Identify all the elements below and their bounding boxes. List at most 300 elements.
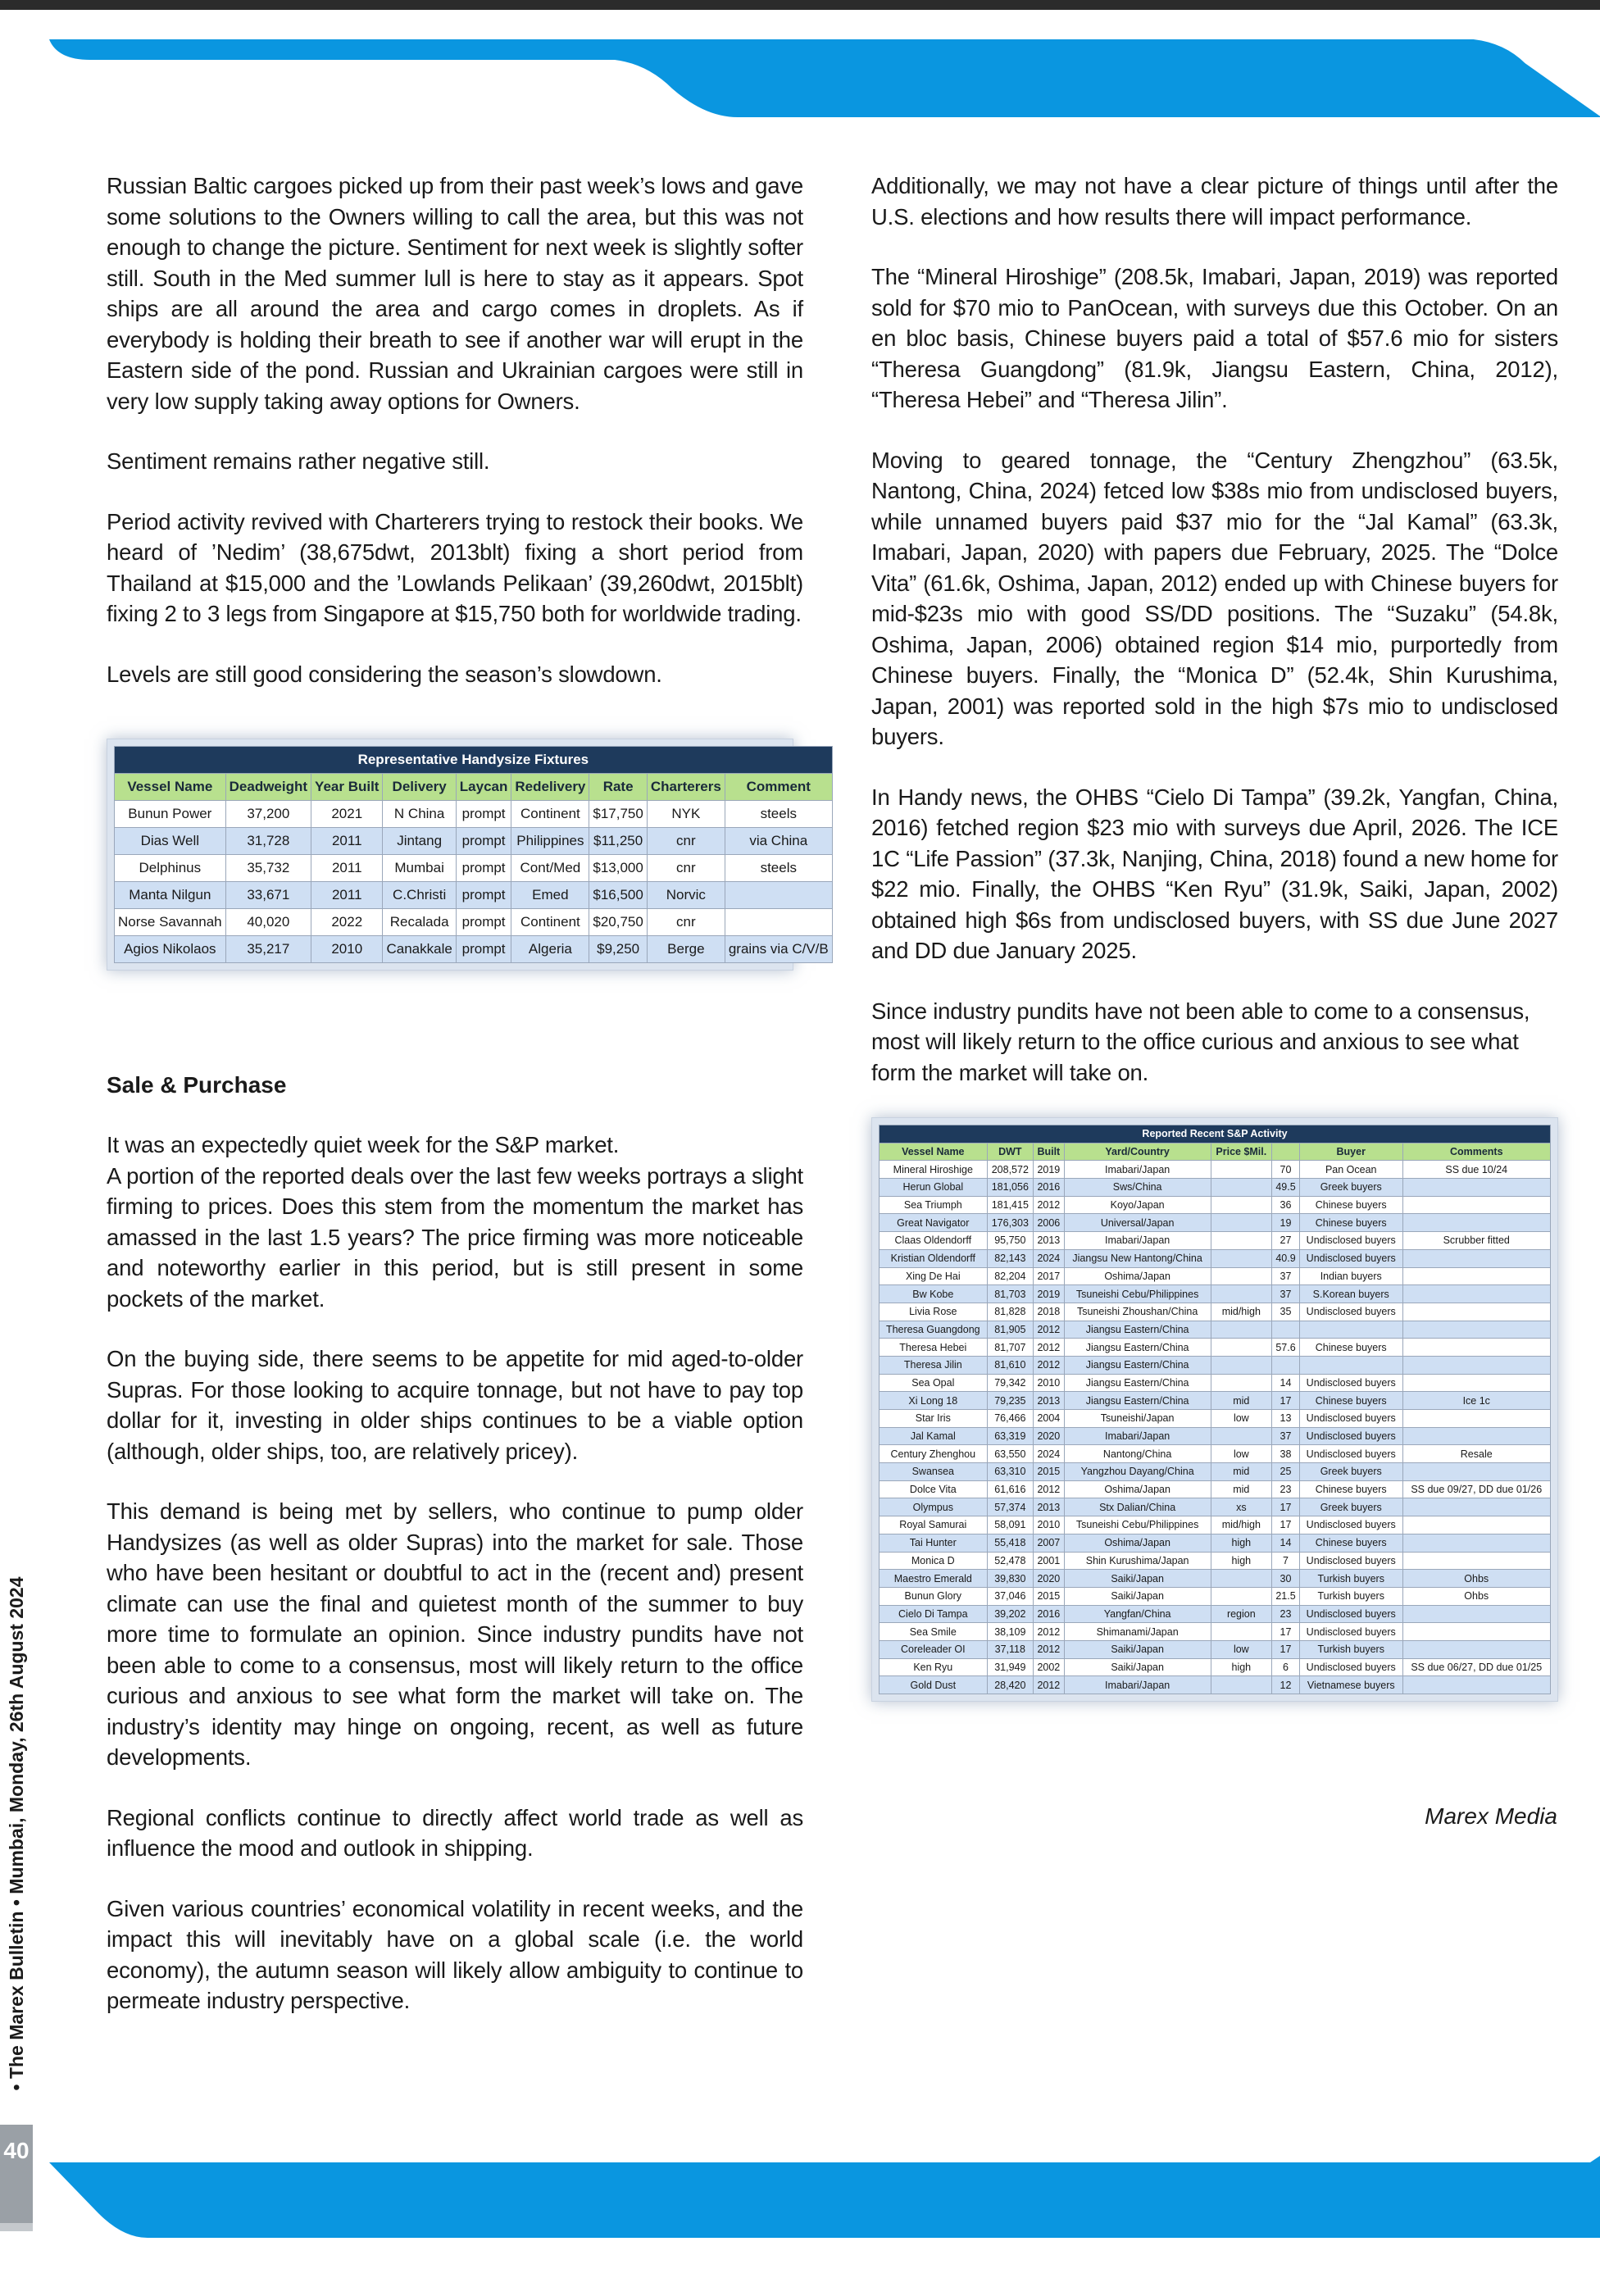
sp-table-cell: 25	[1272, 1463, 1300, 1481]
sp-table-cell: Tsuneishi Cebu/Philippines	[1064, 1285, 1211, 1303]
handysize-column-header: Vessel Name	[115, 774, 226, 801]
sp-table-row	[880, 1232, 1551, 1250]
handysize-table-title: Representative Handysize Fixtures	[115, 747, 833, 774]
handysize-table-cell: Norse Savannah	[115, 909, 226, 936]
sp-table-cell	[1211, 1161, 1271, 1179]
sp-table-cell: Coreleader OI	[880, 1640, 988, 1658]
sp-table-cell: Herun Global	[880, 1179, 988, 1197]
handysize-table-cell: Algeria	[511, 936, 589, 963]
handysize-table-cell: 2022	[311, 909, 383, 936]
sp-table-row	[880, 1285, 1551, 1303]
sp-paragraph-6: Given various countries’ economical volatility in recent weeks, and the impact this will inevitably have on a global scale (i.e. the world economy), the autumn season will likely allow ambiguity to continue to permeate industry perspective.	[107, 1895, 803, 2013]
sp-table-cell: Tsuneishi/Japan	[1064, 1410, 1211, 1428]
sp-table-cell: 70	[1272, 1161, 1300, 1179]
handysize-table-cell: Continent	[511, 909, 589, 936]
sp-table-cell: 81,905	[987, 1321, 1033, 1339]
sp-table-cell: high	[1211, 1552, 1271, 1570]
sp-table-cell: mid	[1211, 1392, 1271, 1410]
sp-table-row	[880, 1552, 1551, 1570]
sp-table-cell: Jal Kamal	[880, 1427, 988, 1445]
sp-table-cell: Indian buyers	[1299, 1267, 1402, 1285]
sp-table-cell: mid	[1211, 1480, 1271, 1498]
sp-table-cell: 2015	[1034, 1463, 1065, 1481]
sp-table-cell: low	[1211, 1640, 1271, 1658]
handysize-table-cell: 37,200	[225, 801, 311, 828]
sp-table-cell: Theresa Guangdong	[880, 1321, 988, 1339]
sp-table-cell: 57.6	[1272, 1339, 1300, 1357]
sp-table-row	[880, 1658, 1551, 1676]
sp-table-cell	[1211, 1249, 1271, 1267]
sp-table-cell: Ohbs	[1402, 1570, 1551, 1588]
sp-table-cell: Star Iris	[880, 1410, 988, 1428]
sp-table-cell: Mineral Hiroshige	[880, 1161, 988, 1179]
sp-table-cell: 2015	[1034, 1587, 1065, 1605]
dry-bulk-paragraph-2: Sentiment remains rather negative still.	[107, 448, 490, 474]
sp-table-cell: Tsuneishi Zhoushan/China	[1064, 1303, 1211, 1321]
sp-table-cell: 63,319	[987, 1427, 1033, 1445]
handysize-table-cell: Philippines	[511, 828, 589, 855]
sp-table-cell: Turkish buyers	[1299, 1587, 1402, 1605]
handysize-table-cell: Bunun Power	[115, 801, 226, 828]
sp-table-cell: 2010	[1034, 1516, 1065, 1534]
sp-table-cell: 52,478	[987, 1552, 1033, 1570]
sp-table-cell: low	[1211, 1445, 1271, 1463]
sp-table-cell: Jiangsu Eastern/China	[1064, 1356, 1211, 1374]
sp-table-cell: 63,310	[987, 1463, 1033, 1481]
sp-table-cell	[1402, 1516, 1551, 1534]
handysize-table-cell: Delphinus	[115, 855, 226, 882]
sp-table-cell: Chinese buyers	[1299, 1480, 1402, 1498]
sp-table-cell	[1211, 1321, 1271, 1339]
handysize-table-cell: N China	[383, 801, 456, 828]
sp-table-cell: Undisclosed buyers	[1299, 1445, 1402, 1463]
sp-table-cell: 2012	[1034, 1356, 1065, 1374]
sp-table-cell: Monica D	[880, 1552, 988, 1570]
sp-paragraph-4: This demand is being met by sellers, who continue to pump older Handysizes (as well as older Supras) into the market for sale. Those who have been hesitant or doubtful to act in the (recent and) present climate can use the final and quietest month of the summer to buy more time to formulate an opinion. Since industry pundits have not been able to come to a consensus, most will likely return to the office curious and anxious to see what form the market will take on. The industry’s identity may hinge on ongoing, recent, as well as future developments.	[107, 1498, 803, 1770]
sp-table-cell	[1402, 1196, 1551, 1214]
sp-table-cell	[1402, 1676, 1551, 1694]
left-column	[107, 170, 829, 2046]
handysize-table-cell: prompt	[456, 909, 511, 936]
sp-table-cell: Oshima/Japan	[1064, 1267, 1211, 1285]
sp-table-row	[880, 1249, 1551, 1267]
handysize-table-cell: $16,500	[589, 882, 647, 909]
sp-paragraph-1: It was an expectedly quiet week for the S&P market.	[107, 1132, 620, 1157]
handysize-table-cell: Norvic	[647, 882, 725, 909]
sp-table-row	[880, 1321, 1551, 1339]
handysize-table-cell: Continent	[511, 801, 589, 828]
sp-table-row	[880, 1480, 1551, 1498]
handysize-table-cell: Berge	[647, 936, 725, 963]
sp-table-cell: Theresa Jilin	[880, 1356, 988, 1374]
sp-table-cell: Maestro Emerald	[880, 1570, 988, 1588]
handysize-table-cell: steels	[725, 855, 832, 882]
sp-table-cell	[1211, 1267, 1271, 1285]
sp-table-cell: 17	[1272, 1498, 1300, 1516]
sp-table-cell: 2001	[1034, 1552, 1065, 1570]
sp-column-header: Yard/Country	[1064, 1143, 1211, 1161]
sp-right-paragraph-4: In Handy news, the OHBS “Cielo Di Tampa” (39.2k, Yangfan, China, 2016) fetched region $23 mio with surveys due April, 2026. The ICE 1C “Life Passion” (37.3k, Nanjing, China, 2018) found a new home for $22 mio. Finally, the OHBS “Ken Ryu” (31.9k, Saiki, Japan, 2002) obtained high $6s from undisclosed buyers, with SS due June 2027 and DD due January 2025.	[871, 784, 1558, 963]
sp-table-cell: 181,056	[987, 1179, 1033, 1197]
handysize-table-cell: Canakkale	[383, 936, 456, 963]
sp-table-cell	[1272, 1356, 1300, 1374]
sp-table-row	[880, 1445, 1551, 1463]
sp-table-cell: 31,949	[987, 1658, 1033, 1676]
sp-table-cell: Cielo Di Tampa	[880, 1605, 988, 1623]
sp-table-cell: Oshima/Japan	[1064, 1534, 1211, 1552]
sp-table-cell: 2016	[1034, 1179, 1065, 1197]
sp-table-cell	[1402, 1285, 1551, 1303]
handysize-column-header: Laycan	[456, 774, 511, 801]
sp-right-paragraph-3: Moving to geared tonnage, the “Century Zhengzhou” (63.5k, Nantong, China, 2024) fetced low $38s mio from undisclosed buyers, while unnamed buyers paid $37 mio for the “Jal Kamal” (63.3k, Imabari, Japan, 2020) with papers due February, 2025. The “Dolce Vita” (61.6k, Oshima, Japan, 2012) ended up with Chinese buyers for mid-$23s mio with good SS/DD positions. The “Suzaku” (54.8k, Oshima, Japan, 2006) obtained region $14 mio, purportedly from Chinese buyers. Finally, the “Monica D” (52.4k, Shin Kurushima, Japan, 2001) was reported sold in the high $7s mio to undisclosed buyers.	[871, 447, 1558, 749]
sp-table-row	[880, 1427, 1551, 1445]
sp-table-row	[880, 1676, 1551, 1694]
sp-table-cell: Bw Kobe	[880, 1285, 988, 1303]
sp-table-cell: Shimanami/Japan	[1064, 1623, 1211, 1641]
sp-table-cell: Greek buyers	[1299, 1498, 1402, 1516]
sp-table-cell	[1402, 1623, 1551, 1641]
sp-table-cell: Great Navigator	[880, 1214, 988, 1232]
sp-table-cell: 2013	[1034, 1392, 1065, 1410]
sp-table-cell: Tai Hunter	[880, 1534, 988, 1552]
sp-table-cell	[1402, 1498, 1551, 1516]
handysize-table-cell: prompt	[456, 828, 511, 855]
sp-table-cell: 2019	[1034, 1285, 1065, 1303]
sp-table-cell: Bunun Glory	[880, 1587, 988, 1605]
handysize-table-cell: grains via C/V/B	[725, 936, 832, 963]
sp-table-cell: 81,707	[987, 1339, 1033, 1357]
sp-table-cell: 55,418	[987, 1534, 1033, 1552]
sp-activity-table	[871, 1117, 1558, 1702]
sp-table-cell	[1402, 1605, 1551, 1623]
sp-table-cell: Undisclosed buyers	[1299, 1552, 1402, 1570]
sp-table-cell	[1402, 1552, 1551, 1570]
handysize-table-row	[115, 882, 833, 909]
sp-table-cell: 37,118	[987, 1640, 1033, 1658]
handysize-table-row	[115, 936, 833, 963]
sp-table-cell: 39,830	[987, 1570, 1033, 1588]
handysize-column-header: Year Built	[311, 774, 383, 801]
sp-table-cell	[1402, 1249, 1551, 1267]
sp-table-cell: Ice 1c	[1402, 1392, 1551, 1410]
sp-table-cell: 81,610	[987, 1356, 1033, 1374]
sp-table-cell: xs	[1211, 1498, 1271, 1516]
sp-table-cell: mid	[1211, 1463, 1271, 1481]
handysize-table-cell: Cont/Med	[511, 855, 589, 882]
sp-table-cell: 2020	[1034, 1570, 1065, 1588]
credit-line: Marex Media	[1425, 1803, 1557, 1829]
sp-table-row	[880, 1640, 1551, 1658]
sp-table-row	[880, 1498, 1551, 1516]
handysize-table-cell: 35,732	[225, 855, 311, 882]
handysize-table-cell	[725, 909, 832, 936]
sp-table-cell: 17	[1272, 1516, 1300, 1534]
sp-table-cell: 39,202	[987, 1605, 1033, 1623]
sp-column-header	[1272, 1143, 1300, 1161]
handysize-table-cell: $11,250	[589, 828, 647, 855]
sp-table-cell: Resale	[1402, 1445, 1551, 1463]
sp-table-cell	[1211, 1570, 1271, 1588]
sp-table-cell: Undisclosed buyers	[1299, 1427, 1402, 1445]
handysize-table-cell: $20,750	[589, 909, 647, 936]
sp-table-cell: 17	[1272, 1392, 1300, 1410]
sp-table-cell	[1402, 1303, 1551, 1321]
sp-table-cell	[1211, 1676, 1271, 1694]
sp-table-cell: 2024	[1034, 1445, 1065, 1463]
handysize-table-cell: cnr	[647, 828, 725, 855]
sp-table-cell: 2010	[1034, 1374, 1065, 1392]
handysize-column-header: Charterers	[647, 774, 725, 801]
sp-table-cell: 2012	[1034, 1480, 1065, 1498]
sp-table-cell	[1402, 1640, 1551, 1658]
sp-table-cell: 37	[1272, 1427, 1300, 1445]
sp-table-cell	[1211, 1339, 1271, 1357]
sp-table-row	[880, 1179, 1551, 1197]
sp-table-cell	[1211, 1623, 1271, 1641]
sp-table-cell: 2017	[1034, 1267, 1065, 1285]
sp-table-cell: Yangzhou Dayang/China	[1064, 1463, 1211, 1481]
handysize-table-cell: 40,020	[225, 909, 311, 936]
sp-right-paragraph-1: Additionally, we may not have a clear picture of things until after the U.S. elections and how results there will impact performance.	[871, 173, 1558, 230]
sp-table-cell: 27	[1272, 1232, 1300, 1250]
sp-table-cell: Chinese buyers	[1299, 1214, 1402, 1232]
sp-table-cell: 2002	[1034, 1658, 1065, 1676]
bottom-blue-wave	[0, 2156, 1600, 2238]
sp-table-row	[880, 1587, 1551, 1605]
sp-table-cell: 81,703	[987, 1285, 1033, 1303]
sp-table-cell: Swansea	[880, 1463, 988, 1481]
sp-table-cell: 2024	[1034, 1249, 1065, 1267]
sp-table-cell: Greek buyers	[1299, 1463, 1402, 1481]
sp-table-cell: Chinese buyers	[1299, 1392, 1402, 1410]
sp-table-cell: 61,616	[987, 1480, 1033, 1498]
handysize-column-header: Redelivery	[511, 774, 589, 801]
sidebar-publication-text: • The Marex Bulletin • Mumbai, Monday, 26th August 2024	[6, 1576, 27, 2091]
sp-table-cell	[1402, 1267, 1551, 1285]
sp-column-header: Price $Mil.	[1211, 1143, 1271, 1161]
sp-table-cell: 37	[1272, 1285, 1300, 1303]
handysize-table-row	[115, 855, 833, 882]
sp-table-cell: 17	[1272, 1623, 1300, 1641]
handysize-table-cell: 2011	[311, 882, 383, 909]
sp-table-cell: 19	[1272, 1214, 1300, 1232]
sp-table-cell: 14	[1272, 1534, 1300, 1552]
handysize-table-cell: C.Christi	[383, 882, 456, 909]
handysize-column-header: Delivery	[383, 774, 456, 801]
handysize-table-cell: Manta Nilgun	[115, 882, 226, 909]
sp-right-paragraph-5: Since industry pundits have not been able to come to a consensus, most will likely return to the office curious and anxious to see what form the market will take on.	[871, 998, 1530, 1085]
sale-purchase-heading: Sale & Purchase	[107, 1072, 287, 1098]
sp-table-cell: 2007	[1034, 1534, 1065, 1552]
sp-table-cell: 30	[1272, 1570, 1300, 1588]
sp-table-cell: Universal/Japan	[1064, 1214, 1211, 1232]
dry-bulk-paragraph-1: Russian Baltic cargoes picked up from their past week’s lows and gave some solutions to the Owners willing to call the area, but this was not enough to change the picture. Sentiment for next week is slightly softer still. South in the Med summer lull is here to stay as it appears. Spot ships are all around the area and cargo comes in droplets. As if everybody is holding their breath to see if another war will erupt in the Eastern side of the pond. Russian and Ukrainian cargoes were still in very low supply taking away options for Owners.	[107, 173, 803, 414]
sp-table-row	[880, 1356, 1551, 1374]
sp-table-cell: 2016	[1034, 1605, 1065, 1623]
sp-table-cell: Undisclosed buyers	[1299, 1516, 1402, 1534]
sp-table-cell: Greek buyers	[1299, 1179, 1402, 1197]
sp-table-cell: Pan Ocean	[1299, 1161, 1402, 1179]
sp-table-row	[880, 1214, 1551, 1232]
sp-table-cell: 23	[1272, 1605, 1300, 1623]
sp-table-cell: Undisclosed buyers	[1299, 1410, 1402, 1428]
sp-table-cell: Jiangsu Eastern/China	[1064, 1392, 1211, 1410]
page-tab-footer	[0, 2223, 33, 2231]
sp-table-row	[880, 1605, 1551, 1623]
sp-table-row	[880, 1463, 1551, 1481]
sp-table-cell: Oshima/Japan	[1064, 1480, 1211, 1498]
sp-table-cell	[1211, 1356, 1271, 1374]
sp-table-cell	[1402, 1356, 1551, 1374]
handysize-table-cell: Emed	[511, 882, 589, 909]
sp-table-cell	[1211, 1587, 1271, 1605]
sp-table-cell: Shin Kurushima/Japan	[1064, 1552, 1211, 1570]
sp-table-cell: 13	[1272, 1410, 1300, 1428]
handysize-table-cell: NYK	[647, 801, 725, 828]
sp-table-row	[880, 1392, 1551, 1410]
right-column	[871, 170, 1558, 1702]
top-blue-wave	[0, 39, 1600, 117]
handysize-table-cell: via China	[725, 828, 832, 855]
handysize-table-cell: $17,750	[589, 801, 647, 828]
sp-table-cell: SS due 09/27, DD due 01/26	[1402, 1480, 1551, 1498]
sp-table-cell: 7	[1272, 1552, 1300, 1570]
sp-table-cell: Sea Opal	[880, 1374, 988, 1392]
sp-table-cell: 63,550	[987, 1445, 1033, 1463]
sp-table-cell: 2012	[1034, 1321, 1065, 1339]
sp-table-row	[880, 1410, 1551, 1428]
sp-table-row	[880, 1267, 1551, 1285]
sp-column-header: Vessel Name	[880, 1143, 988, 1161]
sp-table-cell	[1402, 1427, 1551, 1445]
sp-table-cell	[1299, 1356, 1402, 1374]
sp-table-cell: Yangfan/China	[1064, 1605, 1211, 1623]
sp-table-cell: Undisclosed buyers	[1299, 1374, 1402, 1392]
sp-table-cell	[1211, 1285, 1271, 1303]
handysize-table-cell: prompt	[456, 936, 511, 963]
sp-table-cell	[1402, 1321, 1551, 1339]
sp-table-cell: 95,750	[987, 1232, 1033, 1250]
sp-right-paragraph-2: The “Mineral Hiroshige” (208.5k, Imabari, Japan, 2019) was reported sold for $70 mio to PanOcean, with surveys due this October. On an en bloc basis, Chinese buyers paid a total of $57.6 mio for sisters “Theresa Guangdong” (81.9k, Jiangsu Eastern, China, 2012), “Theresa Hebei” and “Theresa Jilin”.	[871, 264, 1558, 412]
handysize-column-header: Deadweight	[225, 774, 311, 801]
sp-table-cell: 37,046	[987, 1587, 1033, 1605]
sp-table-cell: 12	[1272, 1676, 1300, 1694]
sp-table-cell: Jiangsu Eastern/China	[1064, 1321, 1211, 1339]
handysize-table-cell: 31,728	[225, 828, 311, 855]
sp-table-cell: Undisclosed buyers	[1299, 1303, 1402, 1321]
sp-table-cell: 38	[1272, 1445, 1300, 1463]
sp-table-cell: 2018	[1034, 1303, 1065, 1321]
sp-paragraph-5: Regional conflicts continue to directly affect world trade as well as influence the mood and outlook in shipping.	[107, 1804, 803, 1861]
sp-table-cell: Theresa Hebei	[880, 1339, 988, 1357]
sp-table-cell: Saiki/Japan	[1064, 1658, 1211, 1676]
sp-table-row	[880, 1570, 1551, 1588]
sp-table-cell: Imabari/Japan	[1064, 1676, 1211, 1694]
handysize-table-cell	[725, 882, 832, 909]
handysize-table-cell: 33,671	[225, 882, 311, 909]
sp-table-cell	[1402, 1339, 1551, 1357]
sp-table-cell: high	[1211, 1658, 1271, 1676]
sp-table-cell: Saiki/Japan	[1064, 1587, 1211, 1605]
sp-table-cell: Sws/China	[1064, 1179, 1211, 1197]
sp-table-cell: Koyo/Japan	[1064, 1196, 1211, 1214]
sp-table-cell: Chinese buyers	[1299, 1196, 1402, 1214]
handysize-table-cell: $9,250	[589, 936, 647, 963]
handysize-table-cell: Recalada	[383, 909, 456, 936]
handysize-table-cell: prompt	[456, 801, 511, 828]
sp-table-cell: 17	[1272, 1640, 1300, 1658]
sp-table-cell: Chinese buyers	[1299, 1534, 1402, 1552]
sp-table-cell: SS due 10/24	[1402, 1161, 1551, 1179]
sp-table-cell: Nantong/China	[1064, 1445, 1211, 1463]
sp-table-cell	[1402, 1179, 1551, 1197]
sp-table-cell	[1402, 1463, 1551, 1481]
sp-table-cell: mid/high	[1211, 1303, 1271, 1321]
sp-column-header: Built	[1034, 1143, 1065, 1161]
sp-table-cell	[1402, 1214, 1551, 1232]
handysize-table-cell: steels	[725, 801, 832, 828]
sidebar	[0, 1492, 33, 2230]
sp-table-cell: Claas Oldendorff	[880, 1232, 988, 1250]
handysize-table-cell: 2011	[311, 855, 383, 882]
sp-table-row	[880, 1516, 1551, 1534]
sp-column-header: DWT	[987, 1143, 1033, 1161]
handysize-table-cell: $13,000	[589, 855, 647, 882]
handysize-table-row	[115, 909, 833, 936]
sp-table-cell: 14	[1272, 1374, 1300, 1392]
sp-table-cell: Scrubber fitted	[1402, 1232, 1551, 1250]
sp-table-cell: Xing De Hai	[880, 1267, 988, 1285]
sp-table-cell	[1211, 1232, 1271, 1250]
page-number: 40	[3, 2138, 30, 2163]
handysize-table-cell: prompt	[456, 855, 511, 882]
handysize-column-header: Rate	[589, 774, 647, 801]
sp-table-cell: 36	[1272, 1196, 1300, 1214]
sp-table-cell: Chinese buyers	[1299, 1339, 1402, 1357]
sp-table-cell: Gold Dust	[880, 1676, 988, 1694]
sp-table-cell: Sea Smile	[880, 1623, 988, 1641]
handysize-table-cell: 2011	[311, 828, 383, 855]
dry-bulk-paragraph-3: Period activity revived with Charterers trying to restock their books. We heard of ’Nedim’ (38,675dwt, 2013blt) fixing a short period from Thailand at $15,000 and the ’Lowlands Pelikaan’ (39,260dwt, 2015blt) fixing 2 to 3 legs from Singapore at $15,750 both for worldwide trading.	[107, 508, 803, 626]
sp-table-cell: Imabari/Japan	[1064, 1161, 1211, 1179]
sp-table-cell: Turkish buyers	[1299, 1570, 1402, 1588]
sp-table-cell	[1402, 1374, 1551, 1392]
sp-table-cell: Century Zhenghou	[880, 1445, 988, 1463]
sp-table-cell: Undisclosed buyers	[1299, 1605, 1402, 1623]
sp-table-cell: 181,415	[987, 1196, 1033, 1214]
sp-table-cell: 76,466	[987, 1410, 1033, 1428]
sp-table-cell: Tsuneishi Cebu/Philippines	[1064, 1516, 1211, 1534]
sp-table-row	[880, 1339, 1551, 1357]
sp-table-cell: Livia Rose	[880, 1303, 988, 1321]
sp-column-header: Buyer	[1299, 1143, 1402, 1161]
handysize-table-cell: 2021	[311, 801, 383, 828]
sp-table-cell: Ohbs	[1402, 1587, 1551, 1605]
sp-table-cell	[1211, 1427, 1271, 1445]
sp-table-cell: Turkish buyers	[1299, 1640, 1402, 1658]
sp-table-cell	[1299, 1321, 1402, 1339]
sp-table-cell: Vietnamese buyers	[1299, 1676, 1402, 1694]
sp-table-row	[880, 1196, 1551, 1214]
sp-paragraph-3: On the buying side, there seems to be appetite for mid aged-to-older Supras. For those looking to acquire tonnage, but not have to pay top dollar for it, investing in older ships continues to be a viable option (although, older ships, too, are relatively pricey).	[107, 1346, 803, 1464]
sp-table-cell: Olympus	[880, 1498, 988, 1516]
sp-table-cell: Stx Dalian/China	[1064, 1498, 1211, 1516]
sp-table-cell: 38,109	[987, 1623, 1033, 1641]
sp-table-cell: Jiangsu Eastern/China	[1064, 1339, 1211, 1357]
sp-table-cell	[1211, 1214, 1271, 1232]
sp-table-row	[880, 1161, 1551, 1179]
sp-table-cell: 2013	[1034, 1498, 1065, 1516]
